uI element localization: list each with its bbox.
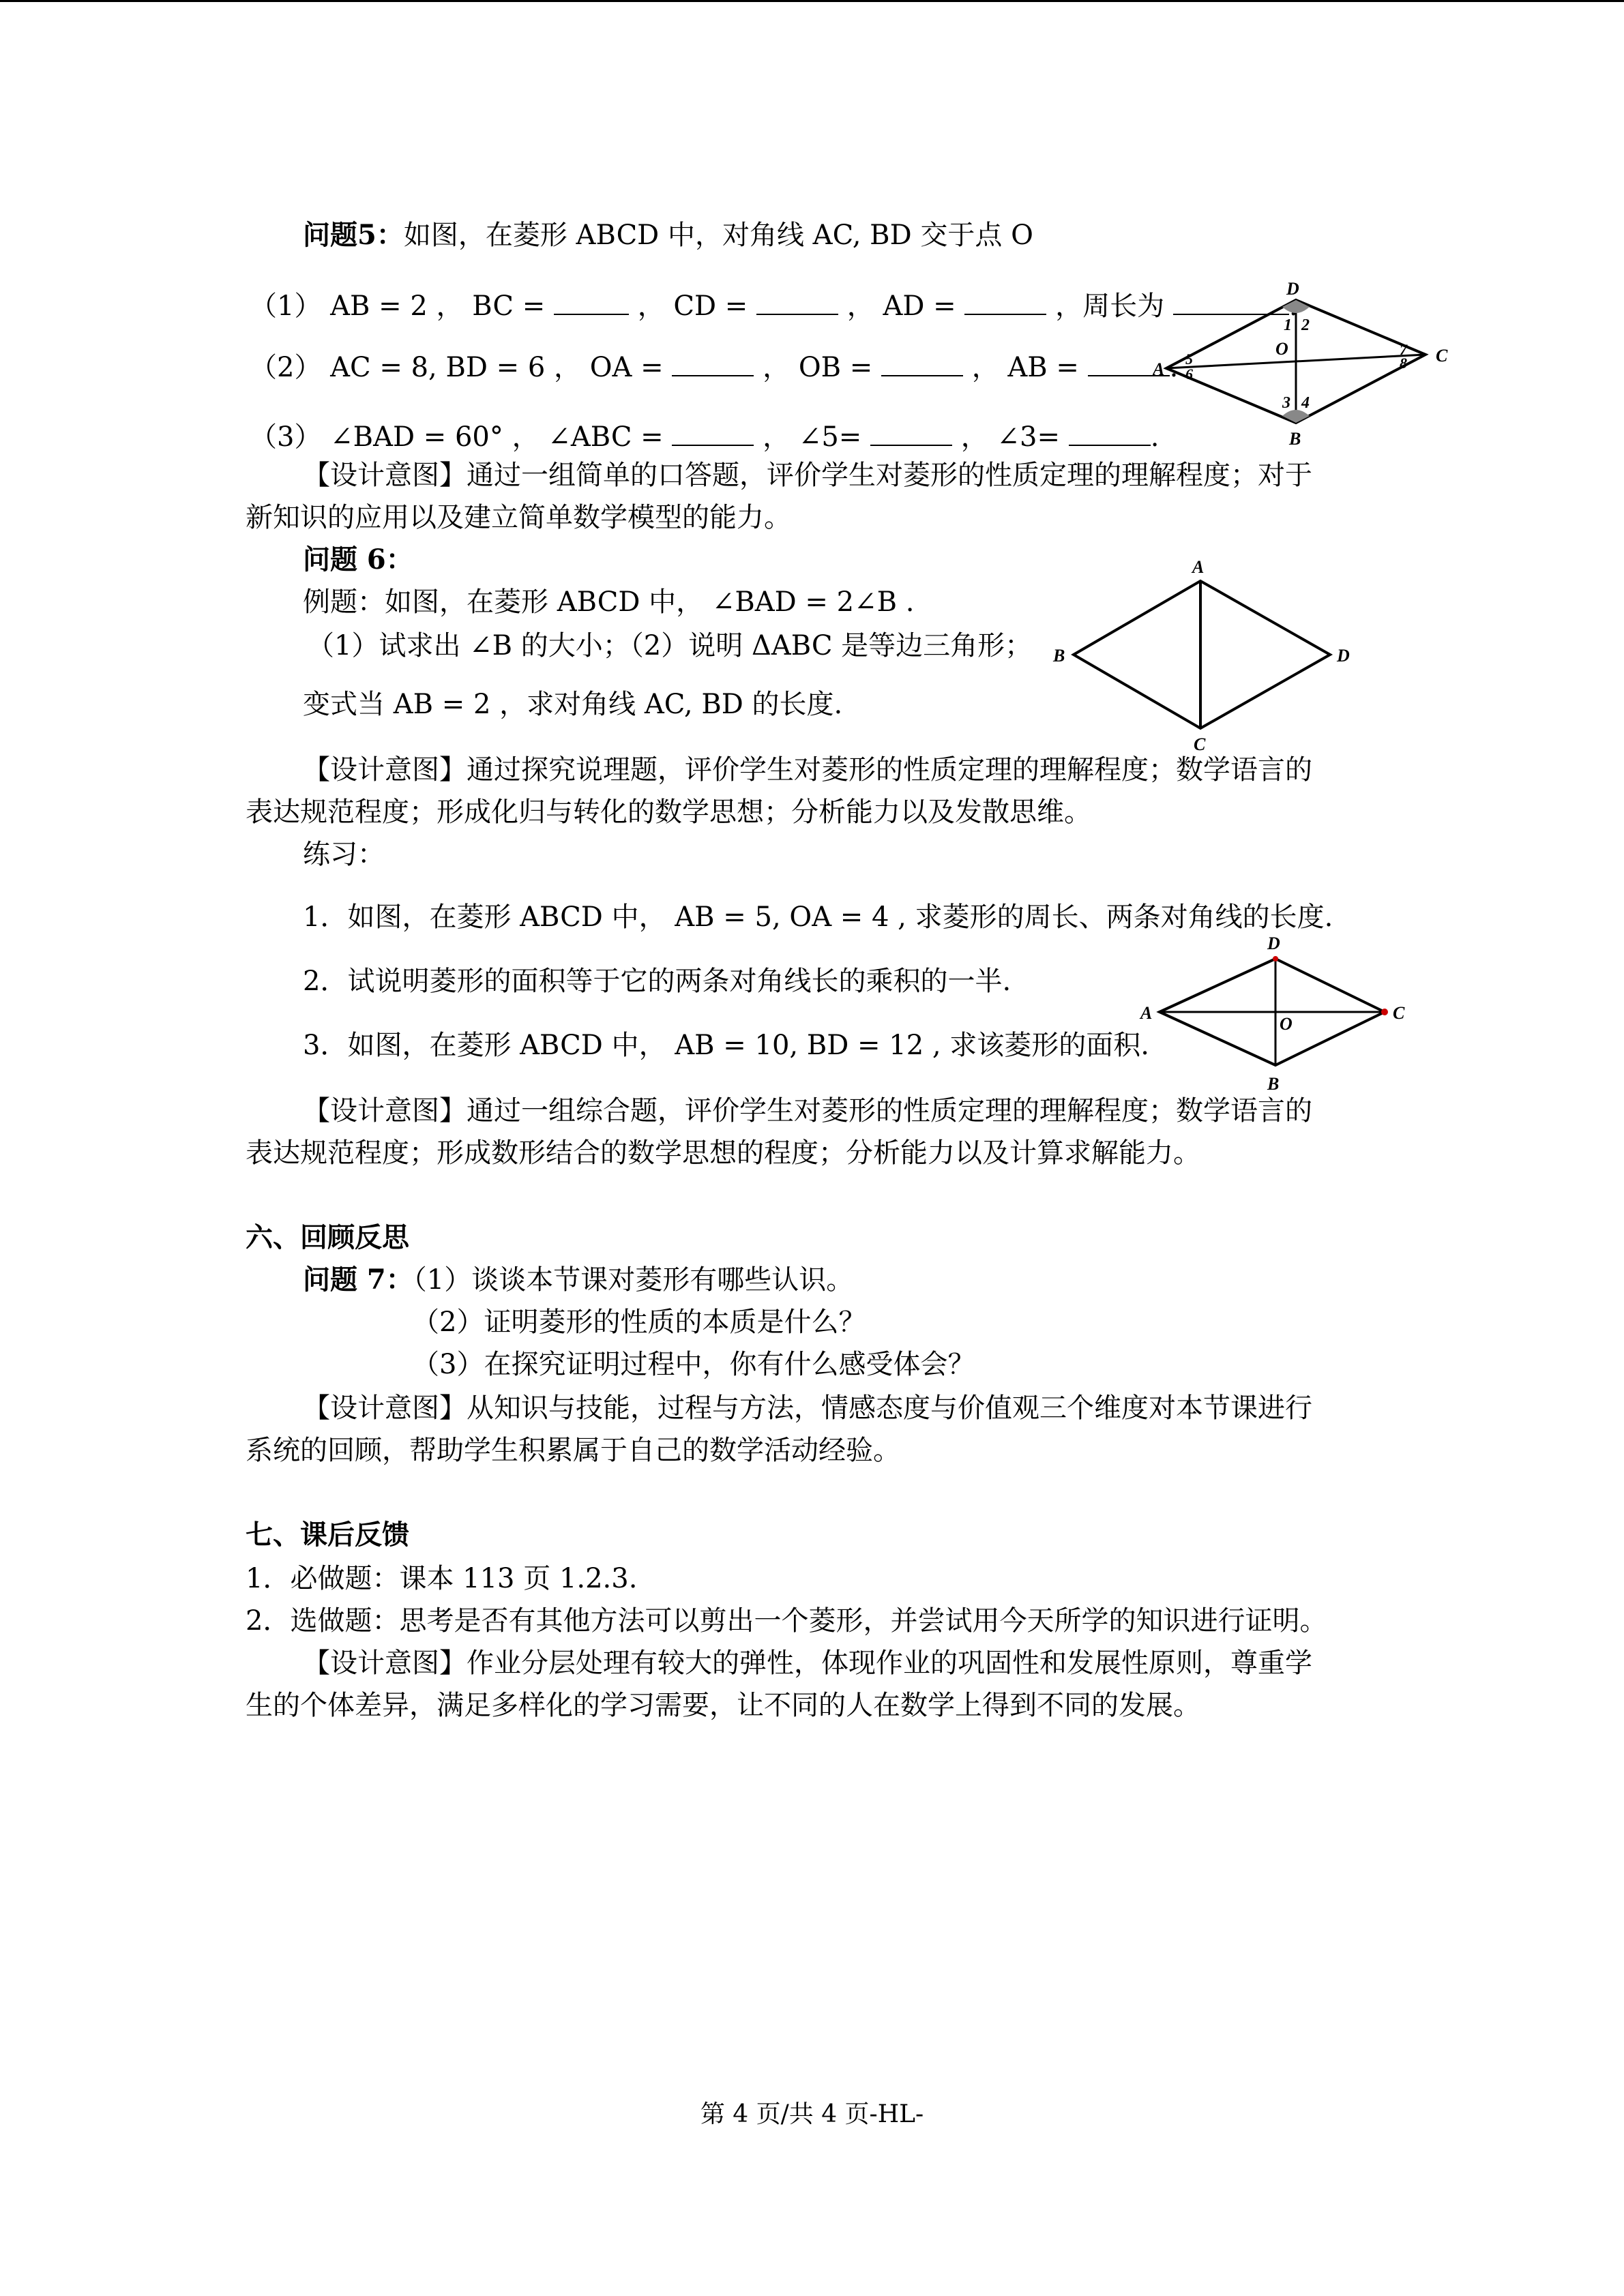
label-3: 3: [1282, 394, 1290, 412]
q6-variant: 变式当 AB = 2 ，求对角线 AC, BD 的长度.: [303, 689, 843, 720]
practice-title: 练习：: [303, 839, 385, 870]
section-6-design-1: 【设计意图】从知识与技能，过程与方法，情感态度与价值观三个维度对本节课进行: [303, 1392, 1312, 1424]
section-6-design-2: 系统的回顾，帮助学生积累属于自己的数学活动经验。: [246, 1435, 900, 1466]
q6-design-1: 【设计意图】通过探究说理题，评价学生对菱形的性质定理的理解程度；数学语言的: [303, 754, 1312, 786]
q5-l3-c: ， ∠3=: [960, 421, 1060, 453]
q7-item-1: （1）谈谈本节课对菱形有哪些认识。: [413, 1264, 854, 1296]
answer-blank-ad[interactable]: [964, 285, 1046, 315]
section-7-design-2: 生的个体差异，满足多样化的学习需要，让不同的人在数学上得到不同的发展。: [246, 1690, 1200, 1721]
label-4: 4: [1301, 394, 1310, 412]
practice-design-1: 【设计意图】通过一组综合题，评价学生对菱形的性质定理的理解程度；数学语言的: [303, 1095, 1312, 1127]
q5-l3-b: ， ∠5=: [763, 421, 862, 453]
section-7-item-2: 2．选做题：思考是否有其他方法可以剪出一个菱形，并尝试用今天所学的知识进行证明。: [246, 1605, 1327, 1637]
section-7-design-1: 【设计意图】作业分层处理有较大的弹性，体现作业的巩固性和发展性原则，尊重学: [303, 1648, 1312, 1679]
q5-line-2: [250, 346, 1178, 385]
q7-item-2: （2）证明菱形的性质的本质是什么？: [412, 1307, 866, 1338]
section-6-heading: 六、回顾反思: [246, 1221, 409, 1253]
q5-line-3: [250, 416, 1159, 454]
q7-line-1: [303, 1263, 853, 1297]
q5-l2-b: ， OB =: [763, 352, 873, 383]
practice-design-2: 表达规范程度；形成数形结合的数学思想的程度；分析能力以及计算求解能力。: [246, 1137, 1200, 1169]
top-border: [0, 0, 1624, 2]
point-c: [1381, 1009, 1388, 1015]
q5-l1-d: ，周长为: [1055, 290, 1165, 322]
label-1: 1: [1284, 316, 1292, 334]
answer-blank-angle5[interactable]: [870, 416, 952, 446]
label-o: O: [1280, 1014, 1293, 1034]
q6-parts: （1）试求出 ∠B 的大小；（2）说明 ΔABC 是等边三角形；: [307, 630, 1033, 661]
answer-blank-angle3[interactable]: [1069, 416, 1151, 446]
q7-item-3: （3）在探究证明过程中，你有什么感受体会？: [412, 1349, 975, 1380]
label-d: D: [1286, 279, 1299, 299]
label-2: 2: [1301, 316, 1310, 334]
label-b: B: [1053, 646, 1065, 666]
label-a: A: [1140, 1003, 1153, 1023]
point-d: [1273, 956, 1278, 961]
label-6: 6: [1185, 366, 1193, 383]
label-a: A: [1192, 557, 1205, 577]
label-o: O: [1275, 339, 1288, 359]
q5-stem-line: [303, 218, 1033, 252]
practice-item-1: 1．如图，在菱形 ABCD 中， AB = 5, OA = 4 , 求菱形的周长、两条对角线的长度.: [303, 901, 1333, 933]
rhombus-figure-practice: [1132, 927, 1426, 1098]
q6-design-2: 表达规范程度；形成化归与转化的数学思想；分析能力以及发散思维。: [246, 796, 1091, 828]
q5-l3-a: （3） ∠BAD = 60° ， ∠ABC =: [250, 421, 664, 453]
q5-l2-a: （2） AC = 8, BD = 6 ， OA =: [250, 352, 664, 383]
page-footer: 第 4 页/共 4 页-HL-: [700, 2100, 924, 2128]
q5-l2-c: ， AB =: [971, 352, 1079, 383]
answer-blank-oa[interactable]: [672, 346, 754, 376]
practice-item-2: 2．试说明菱形的面积等于它的两条对角线长的乘积的一半.: [303, 966, 1012, 997]
label-b: B: [1289, 429, 1301, 449]
q5-design-1: 【设计意图】通过一组简单的口答题，评价学生对菱形的性质定理的理解程度；对于: [303, 460, 1312, 491]
q5-design-2: 新知识的应用以及建立简单数学模型的能力。: [246, 502, 791, 533]
q5-title: 问题5：: [303, 219, 404, 251]
answer-blank-abc[interactable]: [672, 416, 754, 446]
label-b: B: [1267, 1074, 1280, 1094]
section-7-heading: 七、课后反馈: [246, 1519, 409, 1551]
label-7: 7: [1400, 341, 1407, 358]
rhombus-figure-q6: [1044, 552, 1364, 757]
angle-arc-d: [1282, 300, 1310, 313]
practice-item-3: 3．如图，在菱形 ABCD 中， AB = 10, BD = 12 , 求该菱形的面积.: [303, 1030, 1150, 1061]
answer-blank-ob[interactable]: [881, 346, 963, 376]
q5-l1-a: （1） AB = 2 ， BC =: [250, 290, 546, 322]
q5-l1-b: ， CD =: [637, 290, 748, 322]
q5-line-1: [250, 285, 1298, 323]
answer-blank-bc[interactable]: [554, 285, 629, 315]
label-c: C: [1436, 346, 1448, 366]
label-c: C: [1393, 1003, 1405, 1023]
q7-title: 问题 7：: [303, 1264, 413, 1296]
label-d: D: [1267, 934, 1280, 953]
label-8: 8: [1400, 355, 1407, 372]
q5-l1-c: ， AD =: [846, 290, 956, 322]
label-d: D: [1337, 646, 1350, 666]
section-7-item-1: 1．必做题：课本 113 页 1.2.3.: [246, 1563, 638, 1594]
label-a: A: [1153, 359, 1165, 379]
q6-example: 例题：如图，在菱形 ABCD 中， ∠BAD = 2∠B .: [303, 586, 915, 618]
answer-blank-cd[interactable]: [756, 285, 838, 315]
label-c: C: [1194, 734, 1206, 754]
rhombus-figure-q5: [1153, 273, 1466, 450]
label-5: 5: [1185, 351, 1193, 368]
q6-title: 问题 6：: [303, 543, 413, 576]
q5-l3-d: .: [1150, 421, 1160, 453]
q5-stem: 如图，在菱形 ABCD 中，对角线 AC, BD 交于点 O: [403, 220, 1033, 251]
